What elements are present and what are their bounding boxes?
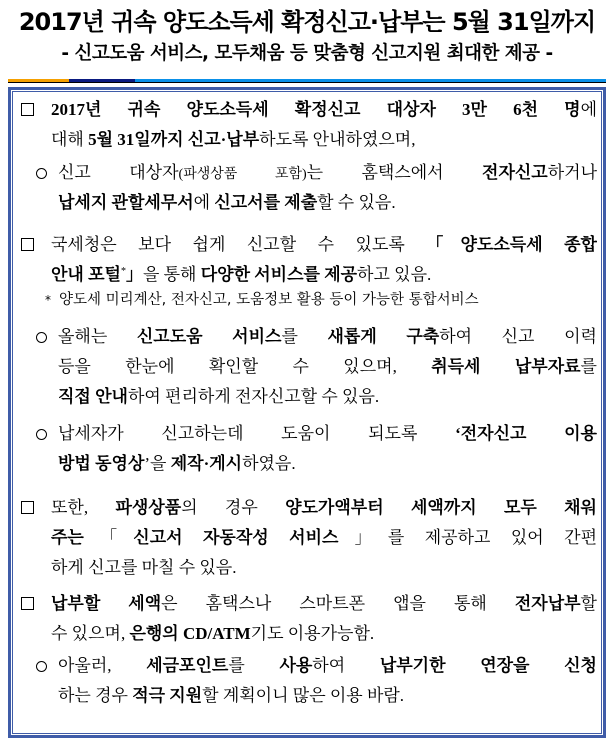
text-line [51,619,597,649]
main-paragraph [14,95,601,155]
emphasis-text: 주는 [51,528,84,547]
emphasis-text: 은행의 CD/ATM [129,624,251,643]
emphasis-text: 새롭게 구축 [327,327,440,346]
color-bar-segment [135,79,606,82]
main-paragraph [14,230,601,290]
text-segment: 납세자가 신고하는데 도움이 되도록 [58,424,456,443]
text-line [58,188,597,218]
square-bullet-icon [21,103,34,116]
text-line [51,125,597,155]
text-segment: (파생상품 포함) [178,167,307,182]
text-segment: 수 있으며, [51,624,130,643]
circle-bullet-icon [36,429,47,440]
text-segment: 「 [83,528,134,547]
text-segment: 하여 신고 이력 [439,327,597,346]
square-bullet-icon [21,238,34,251]
text-segment: 하게 신고를 마칠 수 있음. [51,558,237,577]
text-line [51,493,597,523]
circle-bullet-icon [36,332,47,343]
text-line [58,419,597,449]
page-title: 2017년 귀속 양도소득세 확정신고·납부는 5월 31일까지 [18,8,596,36]
text-line [58,382,597,412]
text-segment: 기도 이용가능함. [250,624,375,643]
text-segment: 등을 한눈에 확인할 수 있으며, [58,357,432,376]
text-segment: 하였음. [242,454,296,473]
emphasis-text: 안내 포털 [51,265,121,284]
main-paragraph [14,493,601,583]
text-line [58,352,597,382]
emphasis-text: 납부할 세액 [51,594,162,613]
text-line [51,95,597,125]
text-segment: ’을 [144,454,171,473]
emphasis-text: 취득세 납부자료 [431,357,581,376]
emphasis-text: 전자신고 [482,163,548,182]
footnote [14,289,601,311]
text-line [58,158,597,188]
asterisk-icon: * [45,293,51,307]
text-segment: 를 [281,327,328,346]
emphasis-text: 파생상품 [115,498,182,517]
emphasis-text: 전자납부 [514,594,581,613]
square-bullet-icon [21,501,34,514]
emphasis-text: 2017년 귀속 양도소득세 확정신고 대상자 3만 6천 명 [51,100,581,119]
text-segment: 신고 대상자 [58,163,179,182]
emphasis-text: 적극 지원 [132,686,203,705]
text-segment: 에 [580,100,597,119]
text-segment: 할 [580,594,597,613]
emphasis-text: 납부기한 연장을 신청 [379,656,597,675]
sub-paragraph [14,651,601,711]
text-segment: 」를 제공하고 있어 간편 [338,528,597,547]
square-bullet-icon [21,597,34,610]
summary-box [8,87,606,738]
emphasis-text: 신고서를 제출 [214,193,318,212]
sub-paragraph [14,322,601,412]
color-bar-segment [8,79,69,82]
emphasis-text: ‘전자신고 이용 [455,424,597,443]
text-line [58,322,597,352]
text-line [51,589,597,619]
emphasis-text: 다양한 서비스를 제공 [200,265,358,284]
text-segment: 를 [228,656,280,675]
emphasis-text: 신고도움 서비스 [136,327,282,346]
text-segment: 할 수 있음. [317,193,396,212]
sub-paragraph [14,419,601,479]
text-segment: 하도록 안내하였으며, [259,130,416,149]
emphasis-text: 「양도소득세 종합 [426,235,597,254]
main-paragraph [14,589,601,649]
emphasis-text: 세금포인트 [146,656,229,675]
page-subtitle: - 신고도움 서비스, 모두채움 등 맞춤형 신고지원 최대한 제공 - [61,43,553,64]
text-segment: 하는 경우 [58,686,133,705]
circle-bullet-icon [36,661,47,672]
sub-paragraph [14,158,601,218]
emphasis-text: 」 [125,265,143,284]
emphasis-text: 5월 31일까지 신고·납부 [88,130,260,149]
text-segment: 하여 편리하게 전자신고할 수 있음. [127,387,380,406]
text-segment: 할 계획이니 많은 이용 바람. [202,686,405,705]
text-segment: 올해는 [58,327,137,346]
text-line [58,449,597,479]
text-line [59,289,597,311]
emphasis-text: 사용 [279,656,313,675]
emphasis-text: 신고서 자동작성 서비스 [133,528,339,547]
text-line [51,260,597,290]
text-line [51,523,597,553]
emphasis-text: 방법 동영상 [58,454,145,473]
text-segment: 은 홈택스나 스마트폰 앱을 통해 [161,594,515,613]
summary-content [14,95,601,711]
text-segment: 를 [580,357,597,376]
emphasis-text: 납세지 관할세무서 [58,193,194,212]
emphasis-text: 직접 안내 [58,387,128,406]
emphasis-text: 양도가액부터 세액까지 모두 채워 [285,498,597,517]
text-segment: 아울러, [58,656,147,675]
text-line [51,553,597,583]
emphasis-text: 제작·게시 [170,454,243,473]
text-segment: 하고 있음. [357,265,432,284]
text-line [58,681,597,711]
color-divider-bar [8,79,606,83]
text-segment: 하여 [312,656,380,675]
text-line [51,230,597,260]
text-segment: 에 [193,193,215,212]
text-segment: 을 통해 [142,265,201,284]
text-segment: 양도세 미리계산, 전자신고, 도움정보 활용 등이 가능한 통합서비스 [59,292,479,308]
text-segment: 하거나 [547,163,597,182]
text-segment: 는 홈택스에서 [306,163,483,182]
text-segment: 또한, [51,498,116,517]
text-segment: 대해 [51,130,89,149]
footnote-mark: * [120,266,126,277]
color-bar-segment [69,79,135,82]
text-line [58,651,597,681]
text-segment: 의 경우 [181,498,286,517]
text-segment: 국세청은 보다 쉽게 신고할 수 있도록 [51,235,427,254]
circle-bullet-icon [36,168,47,179]
